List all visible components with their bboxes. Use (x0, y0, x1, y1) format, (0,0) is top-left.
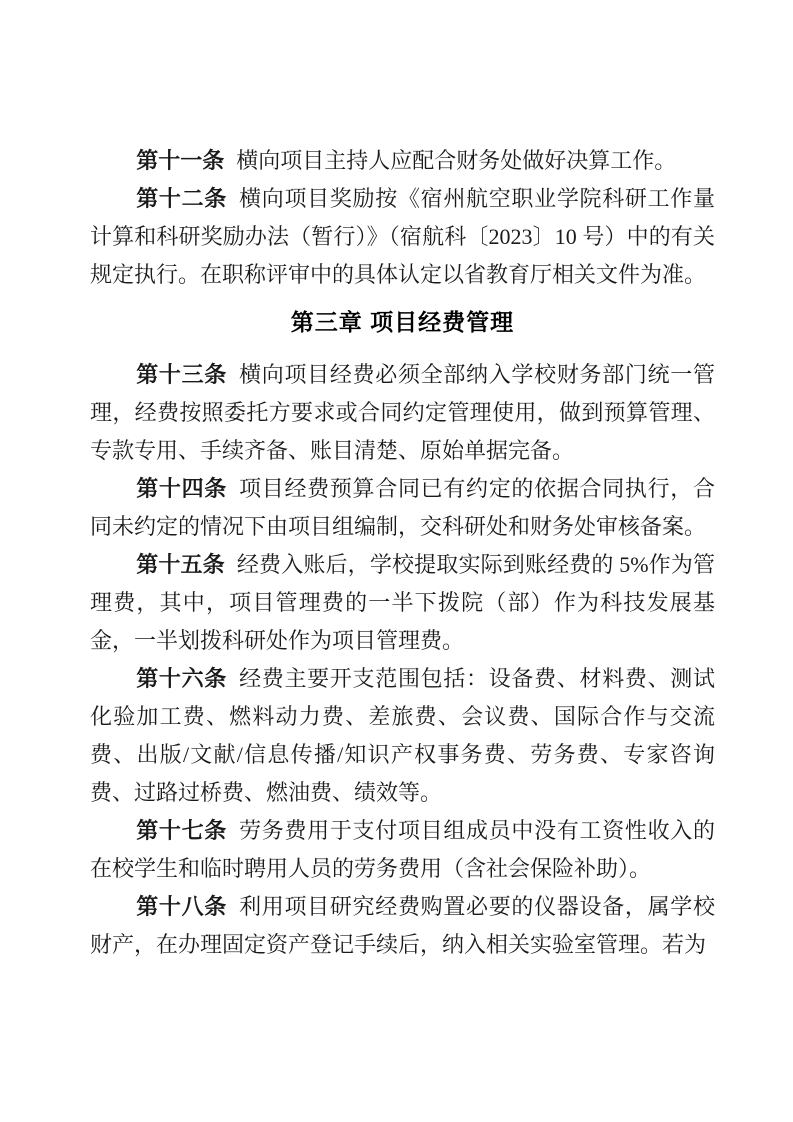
article-11-text: 横向项目主持人应配合财务处做好决算工作。 (236, 148, 677, 173)
article-13-label: 第十三条 (136, 362, 227, 387)
article-13 (90, 356, 715, 470)
article-12-label: 第十二条 (136, 186, 227, 211)
article-17-label: 第十七条 (136, 818, 227, 843)
article-12 (90, 180, 715, 294)
article-17 (90, 812, 715, 888)
article-15-label: 第十五条 (136, 552, 225, 577)
article-11 (90, 142, 715, 180)
article-14-label: 第十四条 (136, 476, 227, 501)
article-13-text: 横向项目经费必须全部纳入学校财务部门统一管理，经费按照委托方要求或合同约定管理使用，做到预算管理、专款专用、手续齐备、账目清楚、原始单据完备。 (90, 362, 715, 463)
article-15-text: 经费入账后，学校提取实际到账经费的 5%作为管理费，其中，项目管理费的一半下拨院（部）作为科技发展基金，一半划拨科研处作为项目管理费。 (90, 552, 715, 653)
chapter-heading: 第三章 项目经费管理 (290, 309, 515, 335)
article-14-text: 项目经费预算合同已有约定的依据合同执行，合同未约定的情况下由项目组编制，交科研处和财务处审核备案。 (90, 476, 715, 539)
article-16-text: 经费主要开支范围包括：设备费、材料费、测试化验加工费、燃料动力费、差旅费、会议费、国际合作与交流费、出版/文献/信息传播/知识产权事务费、劳务费、专家咨询费、过路过桥费、燃油费、绩效等。 (90, 666, 715, 805)
article-11-label: 第十一条 (136, 148, 225, 173)
article-18-text: 利用项目研究经费购置必要的仪器设备，属学校财产，在办理固定资产登记手续后，纳入相关实验室管理。若为 (90, 894, 715, 957)
article-14 (90, 470, 715, 546)
article-12-text: 横向项目奖励按《宿州航空职业学院科研工作量计算和科研奖励办法（暂行）》（宿航科〔2023〕10 号）中的有关规定执行。在职称评审中的具体认定以省教育厅相关文件为准。 (90, 186, 715, 287)
article-15 (90, 546, 715, 660)
article-18-label: 第十八条 (136, 894, 227, 919)
article-17-text: 劳务费用于支付项目组成员中没有工资性收入的在校学生和临时聘用人员的劳务费用（含社会保险补助）。 (90, 818, 715, 881)
article-16 (90, 660, 715, 812)
article-16-label: 第十六条 (136, 666, 227, 691)
article-18 (90, 888, 715, 964)
